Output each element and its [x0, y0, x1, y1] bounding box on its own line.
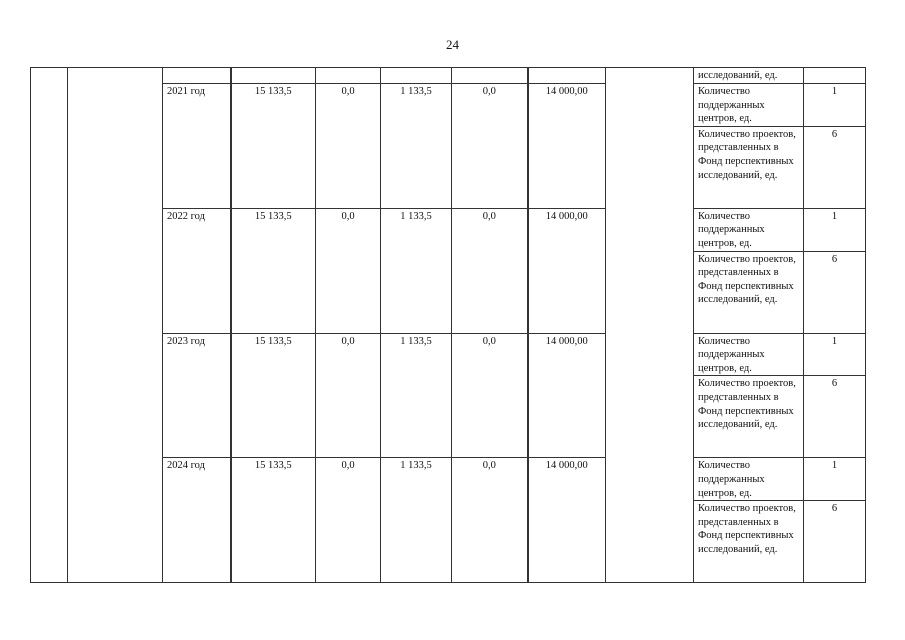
page-number: 24	[446, 37, 459, 52]
amount-cell: 0,0	[452, 208, 528, 333]
year-cell: 2022 год	[163, 208, 231, 333]
indicator-name: Количество поддержанных центров, ед.	[694, 333, 804, 376]
indicator-value	[804, 68, 866, 84]
year-cell: 2024 год	[163, 458, 231, 583]
indicator-name: Количество поддержанных центров, ед.	[694, 208, 804, 251]
amount-cell: 1 133,5	[381, 84, 452, 209]
amount-cell: 14 000,00	[528, 333, 606, 458]
amount-cell: 14 000,00	[528, 84, 606, 209]
indicator-value: 1	[804, 208, 866, 251]
table-cell	[452, 68, 528, 84]
amount-cell: 0,0	[316, 458, 381, 583]
total-cell: 15 133,5	[231, 458, 316, 583]
amount-cell: 0,0	[452, 333, 528, 458]
total-cell: 15 133,5	[231, 208, 316, 333]
indicator-value: 1	[804, 333, 866, 376]
amount-cell: 0,0	[316, 333, 381, 458]
table-cell	[163, 68, 231, 84]
indicator-name: Количество поддержанных центров, ед.	[694, 458, 804, 501]
indicator-value: 6	[804, 376, 866, 458]
budget-table	[30, 67, 866, 583]
year-cell: 2021 год	[163, 84, 231, 209]
continuation-row	[31, 68, 866, 84]
amount-cell: 0,0	[316, 208, 381, 333]
table-cell	[381, 68, 452, 84]
amount-cell: 1 133,5	[381, 458, 452, 583]
amount-cell: 0,0	[316, 84, 381, 209]
indicator-name: Количество поддержанных центров, ед.	[694, 84, 804, 127]
indicator-name: Количество проектов, представленных в Фонд перспективных исследований, ед.	[694, 501, 804, 583]
indicator-value: 1	[804, 458, 866, 501]
table-cell	[316, 68, 381, 84]
indicator-name: Количество проектов, представленных в Фонд перспективных исследований, ед.	[694, 126, 804, 208]
table-cell	[528, 68, 606, 84]
amount-cell: 1 133,5	[381, 333, 452, 458]
total-cell: 15 133,5	[231, 333, 316, 458]
year-cell: 2023 год	[163, 333, 231, 458]
amount-cell: 1 133,5	[381, 208, 452, 333]
total-cell: 15 133,5	[231, 84, 316, 209]
merged-cell-executor	[606, 68, 694, 583]
merged-cell-number	[31, 68, 68, 583]
merged-cell-name	[68, 68, 163, 583]
indicator-value: 1	[804, 84, 866, 127]
indicator-name: Количество проектов, представленных в Фонд перспективных исследований, ед.	[694, 251, 804, 333]
amount-cell: 0,0	[452, 458, 528, 583]
indicator-value: 6	[804, 126, 866, 208]
amount-cell: 0,0	[452, 84, 528, 209]
indicator-name: исследований, ед.	[694, 68, 804, 84]
indicator-name: Количество проектов, представленных в Фонд перспективных исследований, ед.	[694, 376, 804, 458]
amount-cell: 14 000,00	[528, 208, 606, 333]
indicator-value: 6	[804, 501, 866, 583]
table-cell	[231, 68, 316, 84]
amount-cell: 14 000,00	[528, 458, 606, 583]
indicator-value: 6	[804, 251, 866, 333]
